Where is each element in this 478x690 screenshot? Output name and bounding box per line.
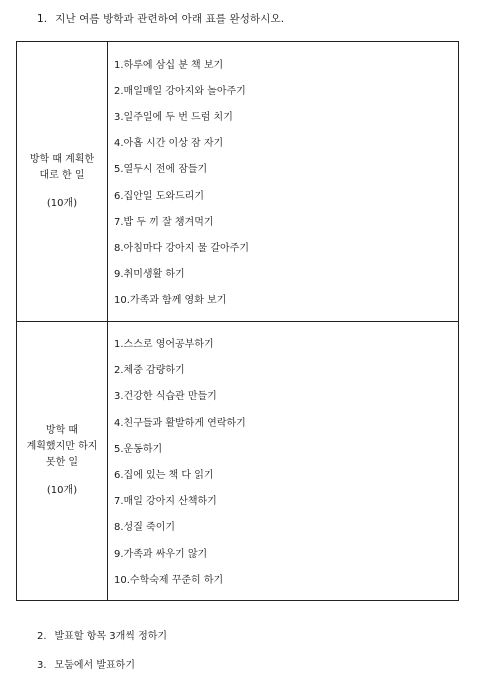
row-label-line: 방학 때	[45, 424, 79, 436]
list-item: 7.밥 두 끼 잘 챙겨먹기	[114, 216, 214, 228]
row-label-line: 못한 일	[45, 456, 79, 468]
list-item: 5.운동하기	[114, 443, 163, 455]
step-3	[37, 656, 135, 671]
step-number: 3.	[37, 660, 47, 671]
row-label-line: 계획했지만 하지	[26, 440, 98, 452]
list-item: 8.아침마다 강아지 물 갈아주기	[114, 242, 249, 254]
step-text: 발표할 항목 3개씩 정하기	[54, 631, 168, 642]
row-label-planned-not-done	[17, 322, 108, 601]
list-item: 2.매일매일 강아지와 놀아주기	[114, 85, 246, 97]
list-item: 9.취미생활 하기	[114, 269, 185, 281]
list-item: 10.수학숙제 꾸준히 하기	[114, 574, 224, 586]
list-item: 3.건강한 식습관 만들기	[114, 391, 217, 403]
list-item: 7.매일 강아지 산책하기	[114, 496, 217, 508]
list-item: 9.가족과 싸우기 않기	[114, 548, 208, 560]
step-2	[37, 627, 167, 642]
row-label-count: (10개)	[46, 484, 78, 496]
list-item: 10.가족과 함께 영화 보기	[114, 295, 227, 307]
list-item: 8.성질 죽이기	[114, 522, 176, 534]
list-item: 2.체중 감량하기	[114, 365, 185, 377]
list-item: 4.친구들과 활발하게 연락하기	[114, 417, 246, 429]
planned-not-done-list	[108, 322, 458, 600]
question-number: 1.	[37, 13, 48, 25]
row-label-planned-done	[17, 42, 108, 322]
step-text: 모둠에서 발표하기	[54, 660, 136, 671]
items-cell-planned-done	[108, 42, 459, 322]
table-row-planned-done	[17, 42, 459, 322]
question-1	[37, 11, 284, 26]
items-cell-planned-not-done	[108, 322, 459, 601]
list-item: 1.하루에 삼십 분 책 보기	[114, 59, 224, 71]
table-row-planned-not-done	[17, 322, 459, 601]
list-item: 6.집안일 도와드리기	[114, 190, 204, 202]
planned-done-list	[108, 43, 458, 321]
row-label-count: (10개)	[46, 197, 78, 209]
vacation-plan-table	[16, 41, 459, 601]
row-label-line: 대로 한 일	[39, 169, 85, 181]
step-number: 2.	[37, 631, 47, 642]
list-item: 4.아홉 시간 이상 잠 자기	[114, 138, 224, 150]
row-label-line: 방학 때 계획한	[29, 153, 95, 165]
list-item: 3.일주일에 두 번 드럼 치기	[114, 111, 233, 123]
list-item: 5.열두시 전에 잠들기	[114, 164, 208, 176]
list-item: 1.스스로 영어공부하기	[114, 339, 214, 350]
question-text: 지난 여름 방학과 관련하여 아래 표를 완성하시오.	[55, 13, 285, 25]
list-item: 6.집에 있는 책 다 읽기	[114, 469, 214, 481]
